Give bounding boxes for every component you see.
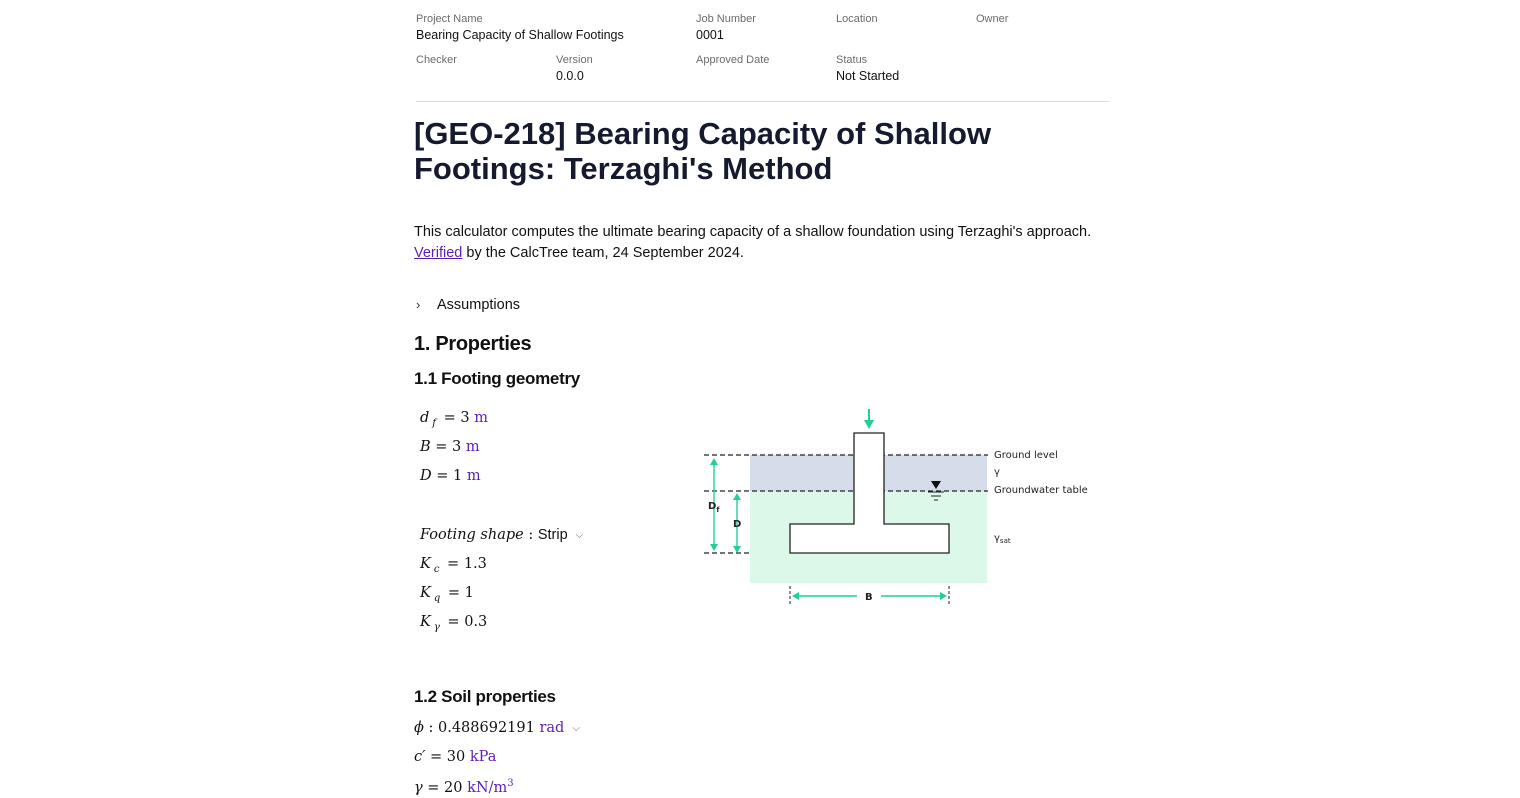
project-name-value: Bearing Capacity of Shallow Footings: [416, 28, 624, 42]
symbol-footing-shape: Footing shape: [420, 527, 524, 543]
checker-label: Checker: [416, 54, 457, 66]
verified-suffix: by the CalcTree team, 24 September 2024.: [462, 245, 744, 261]
chevron-right-icon: ›: [416, 297, 421, 312]
intro-paragraph: [414, 222, 1134, 264]
value-c: 30: [446, 749, 466, 765]
ground-level-label: Ground level: [994, 450, 1058, 461]
subscript-c: c: [433, 564, 440, 575]
equation-kc[interactable]: K $_c$ = 1.3: [420, 556, 487, 575]
header-divider: [416, 101, 1109, 102]
symbol-d: D: [420, 468, 432, 484]
subscript-f: f: [432, 418, 436, 429]
unit-d: m: [466, 468, 481, 484]
unit-df: m: [474, 410, 488, 426]
equation-kq[interactable]: K $_q$ = 1: [420, 585, 474, 604]
unit-b: m: [465, 439, 480, 455]
footing-shape-value: Strip: [537, 527, 568, 543]
phi-select[interactable]: ϕ : 0.488692191 rad ⌵: [414, 720, 580, 736]
equation-gamma[interactable]: γ = 20 $kN/m^3$: [414, 778, 514, 796]
location-label: Location: [836, 13, 878, 25]
value-phi: 0.488692191: [438, 720, 535, 736]
gamma-label: γ: [994, 467, 1000, 478]
unit-c: kPa: [469, 749, 497, 765]
job-number-label: Job Number: [696, 13, 756, 25]
b-label: B: [865, 592, 873, 603]
symbol-gamma: γ: [414, 780, 423, 796]
status-label: Status: [836, 54, 868, 66]
section-properties-heading: 1. Properties: [414, 333, 532, 355]
approved-date-label: Approved Date: [696, 54, 770, 66]
value-b: 3: [452, 439, 462, 455]
footing-shape-select[interactable]: Footing shape : Strip ⌵: [420, 527, 584, 543]
version-value: 0.0.0: [556, 69, 584, 83]
value-gamma: 20: [444, 780, 463, 796]
df-label: $D_f$: [708, 501, 720, 514]
verified-link[interactable]: Verified: [414, 245, 463, 261]
job-number-value: 0001: [696, 28, 724, 42]
symbol-b: B: [420, 439, 431, 455]
groundwater-table-label: Groundwater table: [994, 485, 1088, 496]
unit-phi: rad: [539, 720, 565, 736]
unit-gamma: [467, 780, 513, 796]
section-footing-geometry-heading: 1.1 Footing geometry: [414, 369, 580, 388]
load-arrow-icon: [864, 409, 874, 429]
subscript-gamma: γ: [433, 622, 440, 633]
unit-gamma-base: kN/m: [467, 780, 508, 796]
value-kgamma: 0.3: [464, 614, 488, 630]
page-title: [GEO-218] Bearing Capacity of Shallow Footings: Terzaghi's Method: [414, 116, 992, 186]
symbol-df: d: [420, 410, 430, 426]
version-label: Version: [556, 54, 593, 66]
project-name-label: Project Name: [416, 13, 483, 25]
footing-diagram: [690, 400, 1110, 615]
equation-kgamma[interactable]: K $_\gamma$ = 0.3: [420, 614, 488, 633]
symbol-kc: K: [420, 556, 431, 572]
subscript-q: q: [433, 593, 441, 604]
value-df: 3: [460, 410, 470, 426]
equation-c[interactable]: c′ = 30 kPa: [414, 749, 497, 765]
symbol-kq: K: [420, 585, 431, 601]
unit-gamma-exponent: 3: [507, 778, 514, 789]
value-d: 1: [453, 468, 463, 484]
assumptions-label: Assumptions: [437, 297, 521, 313]
gamma-sat-label: $\gamma_{sat}$: [994, 533, 1011, 545]
assumptions-toggle[interactable]: [414, 297, 520, 313]
intro-text: This calculator computes the ultimate bearing capacity of a shallow foundation using Terzaghi's approach.: [414, 224, 1092, 240]
symbol-c: c′: [414, 749, 426, 765]
symbol-kgamma: K: [420, 614, 431, 630]
equation-df[interactable]: d $_f$ = 3 m: [420, 410, 488, 429]
chevron-down-icon[interactable]: ⌵: [575, 529, 584, 541]
d-label: D: [733, 519, 742, 530]
value-kc: 1.3: [463, 556, 487, 572]
section-soil-properties-heading: 1.2 Soil properties: [414, 687, 556, 706]
symbol-phi: ϕ: [414, 720, 424, 736]
status-value: Not Started: [836, 69, 900, 83]
equation-d[interactable]: D = 1 m: [420, 468, 481, 484]
chevron-down-icon[interactable]: ⌵: [572, 722, 580, 734]
owner-label: Owner: [976, 13, 1009, 25]
value-kq: 1: [464, 585, 474, 601]
equation-b[interactable]: B = 3 m: [420, 439, 480, 455]
